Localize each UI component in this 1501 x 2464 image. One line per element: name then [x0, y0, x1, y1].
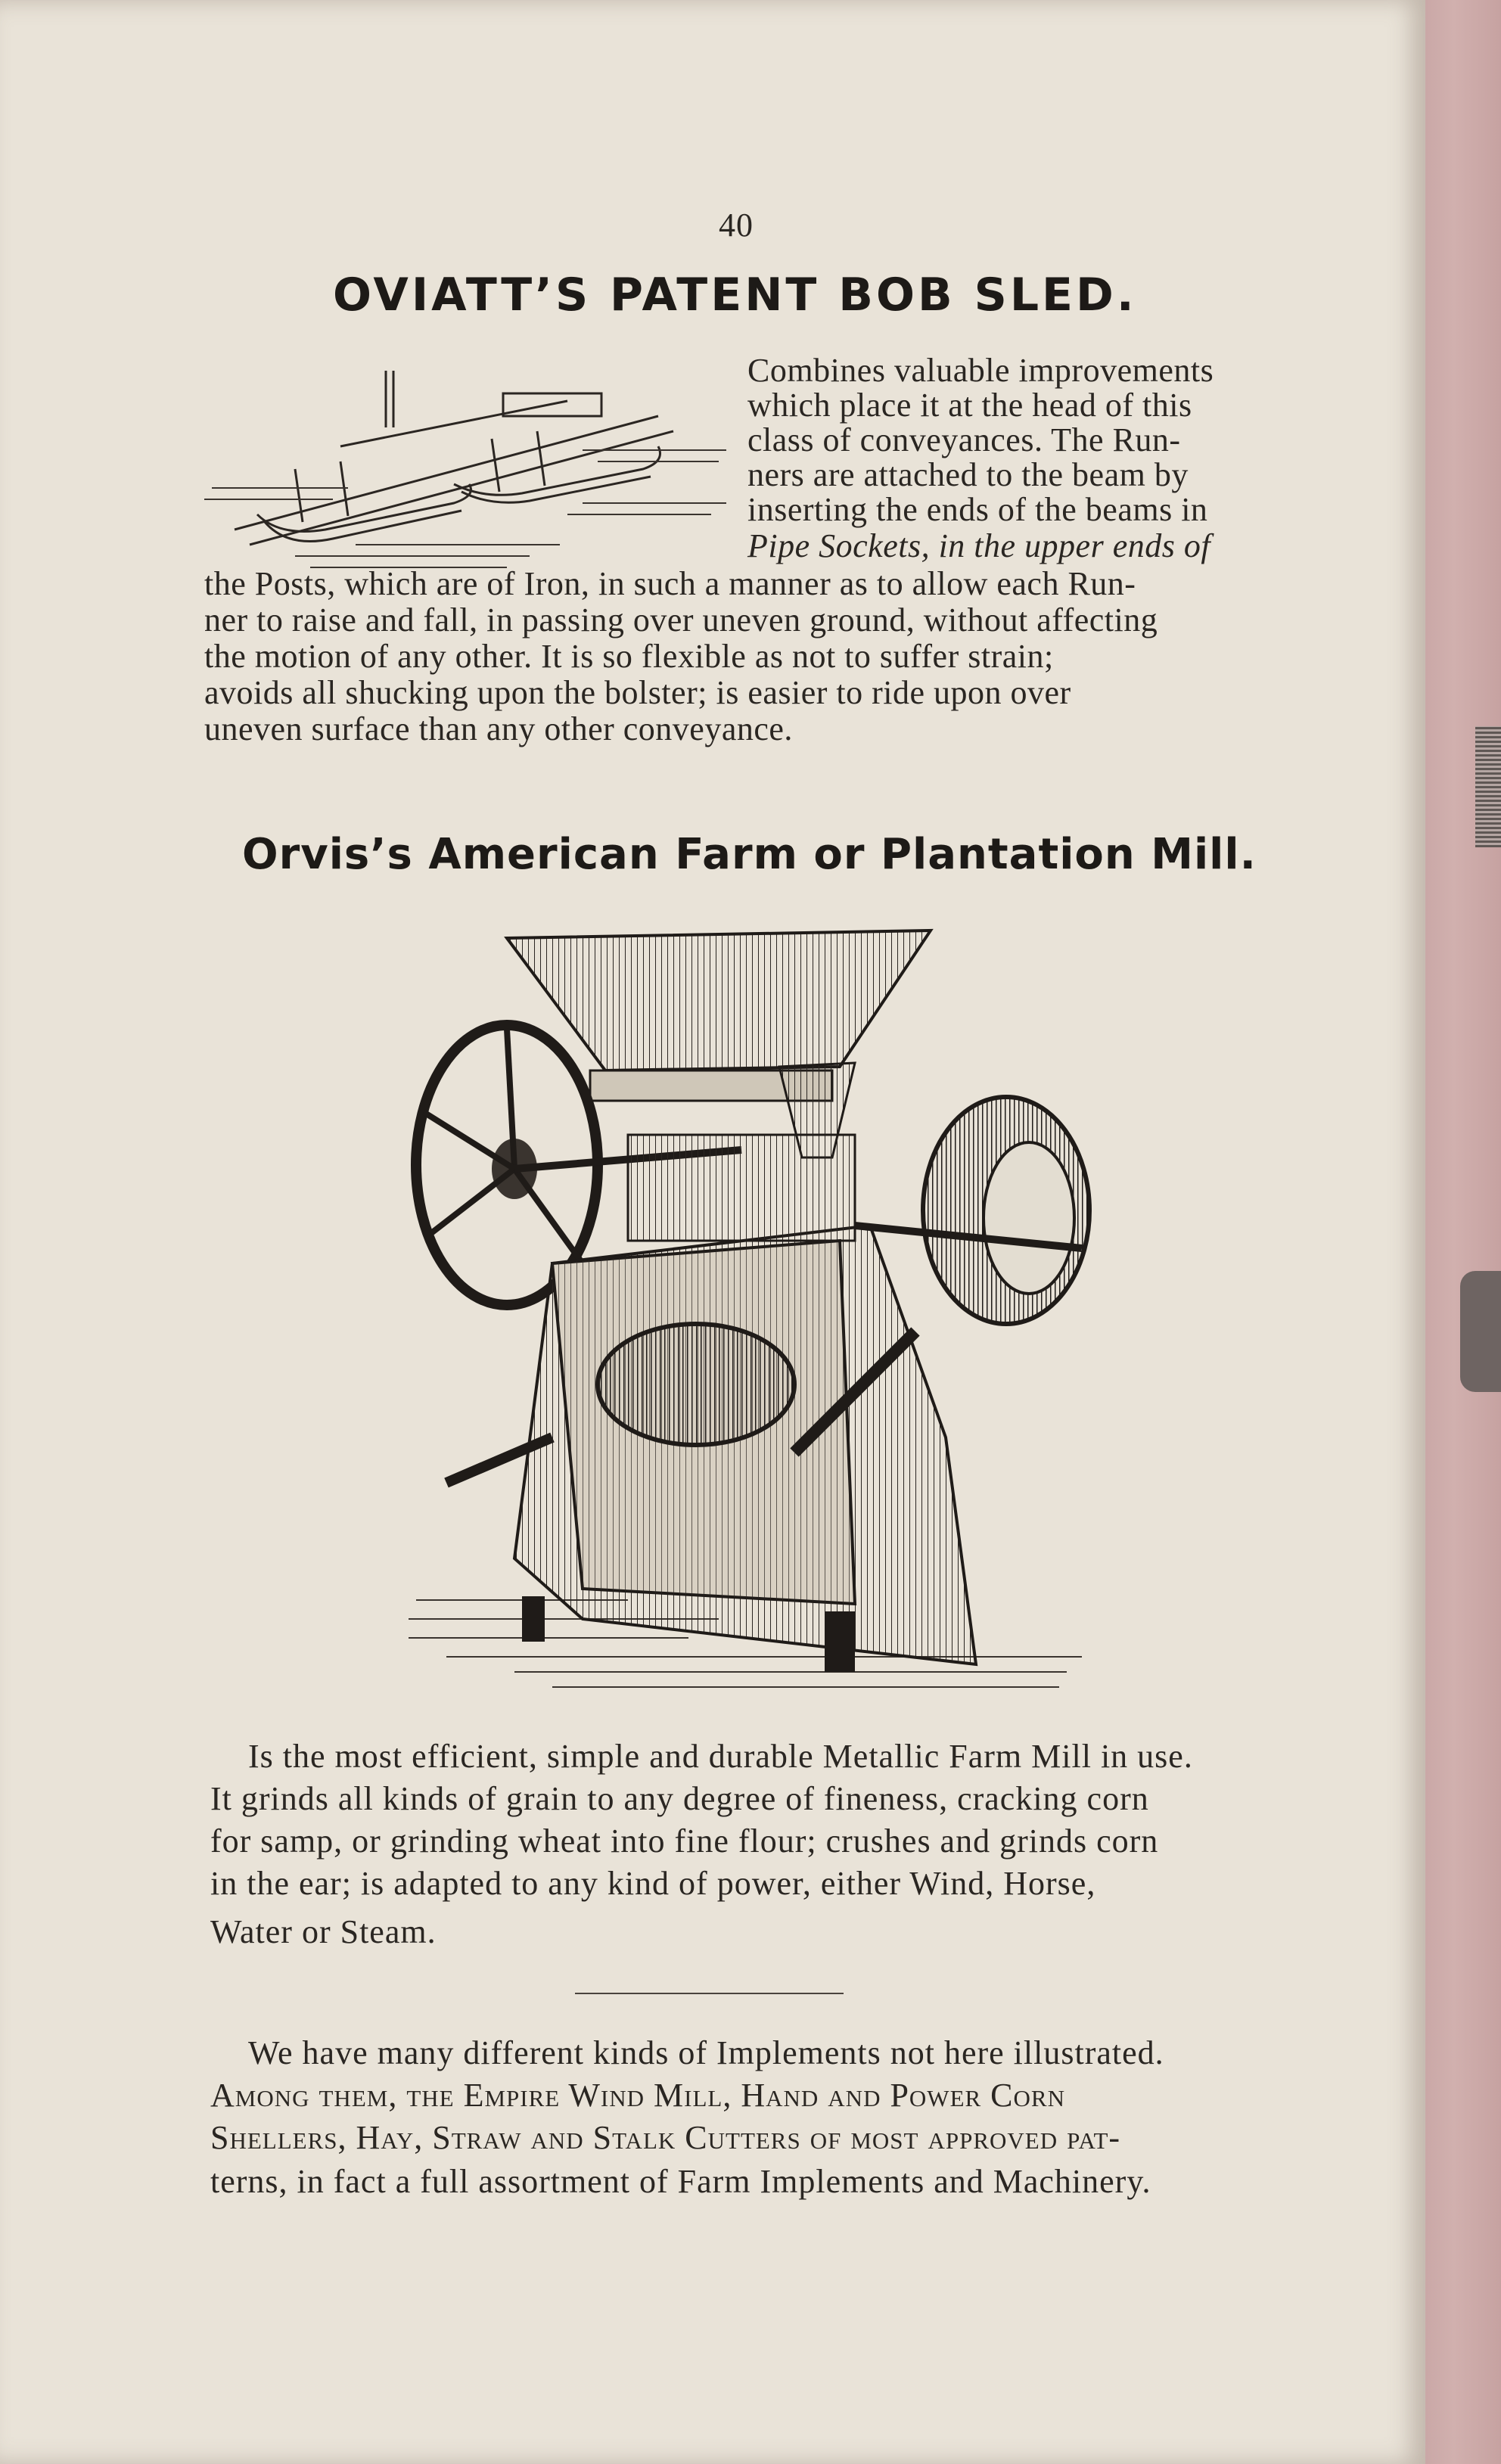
page-edge-strip	[1475, 726, 1501, 847]
section-divider	[575, 1993, 844, 1994]
sled-text-line: ners are attached to the beam by	[747, 456, 1189, 493]
endpaper	[1422, 0, 1501, 2464]
page-tab	[1460, 1271, 1501, 1392]
sled-text-line: Combines valuable improvements	[747, 352, 1214, 389]
implements-text-line: terns, in fact a full assortment of Farm Implements and Machinery.	[210, 2163, 1151, 2200]
bob-sled-illustration	[204, 356, 734, 575]
sled-text-line: Pipe Sockets, in the upper ends of	[747, 527, 1211, 564]
mill-text-line: Water or Steam.	[210, 1913, 437, 1950]
farm-mill-heading: Orvis’s American Farm or Plantation Mill.	[242, 830, 1257, 879]
mill-text-line: Is the most efficient, simple and durable Metallic Farm Mill in use.	[248, 1738, 1193, 1775]
implements-text-line: Among them, the Empire Wind Mill, Hand and Power Corn	[210, 2077, 1065, 2114]
implements-text-line: We have many different kinds of Implements not here illustrated.	[248, 2034, 1164, 2071]
page-number: 40	[719, 207, 754, 244]
sled-text-line: the Posts, which are of Iron, in such a manner as to allow each Run-	[204, 565, 1136, 602]
mill-text-line: for samp, or grinding wheat into fine flour; crushes and grinds corn	[210, 1822, 1159, 1860]
sled-text-line: the motion of any other. It is so flexible as not to suffer strain;	[204, 638, 1054, 675]
sled-text-line: ner to raise and fall, in passing over uneven ground, without affecting	[204, 601, 1158, 639]
bob-sled-heading: OVIATT’S PATENT BOB SLED.	[333, 269, 1137, 322]
sled-text-line: which place it at the head of this	[747, 387, 1192, 424]
sled-text-line: avoids all shucking upon the bolster; is easier to ride upon over	[204, 674, 1071, 711]
farm-mill-illustration	[401, 908, 1097, 1706]
sled-text-line: class of conveyances. The Run-	[747, 421, 1181, 458]
mill-text-line: in the ear; is adapted to any kind of power, either Wind, Horse,	[210, 1865, 1096, 1902]
mill-text-line: It grinds all kinds of grain to any degree of fineness, cracking corn	[210, 1780, 1149, 1817]
sled-text-line: uneven surface than any other conveyance.	[204, 710, 793, 747]
implements-text-line: Shellers, Hay, Straw and Stalk Cutters of most approved pat-	[210, 2119, 1121, 2156]
sled-text-line: inserting the ends of the beams in	[747, 491, 1208, 528]
